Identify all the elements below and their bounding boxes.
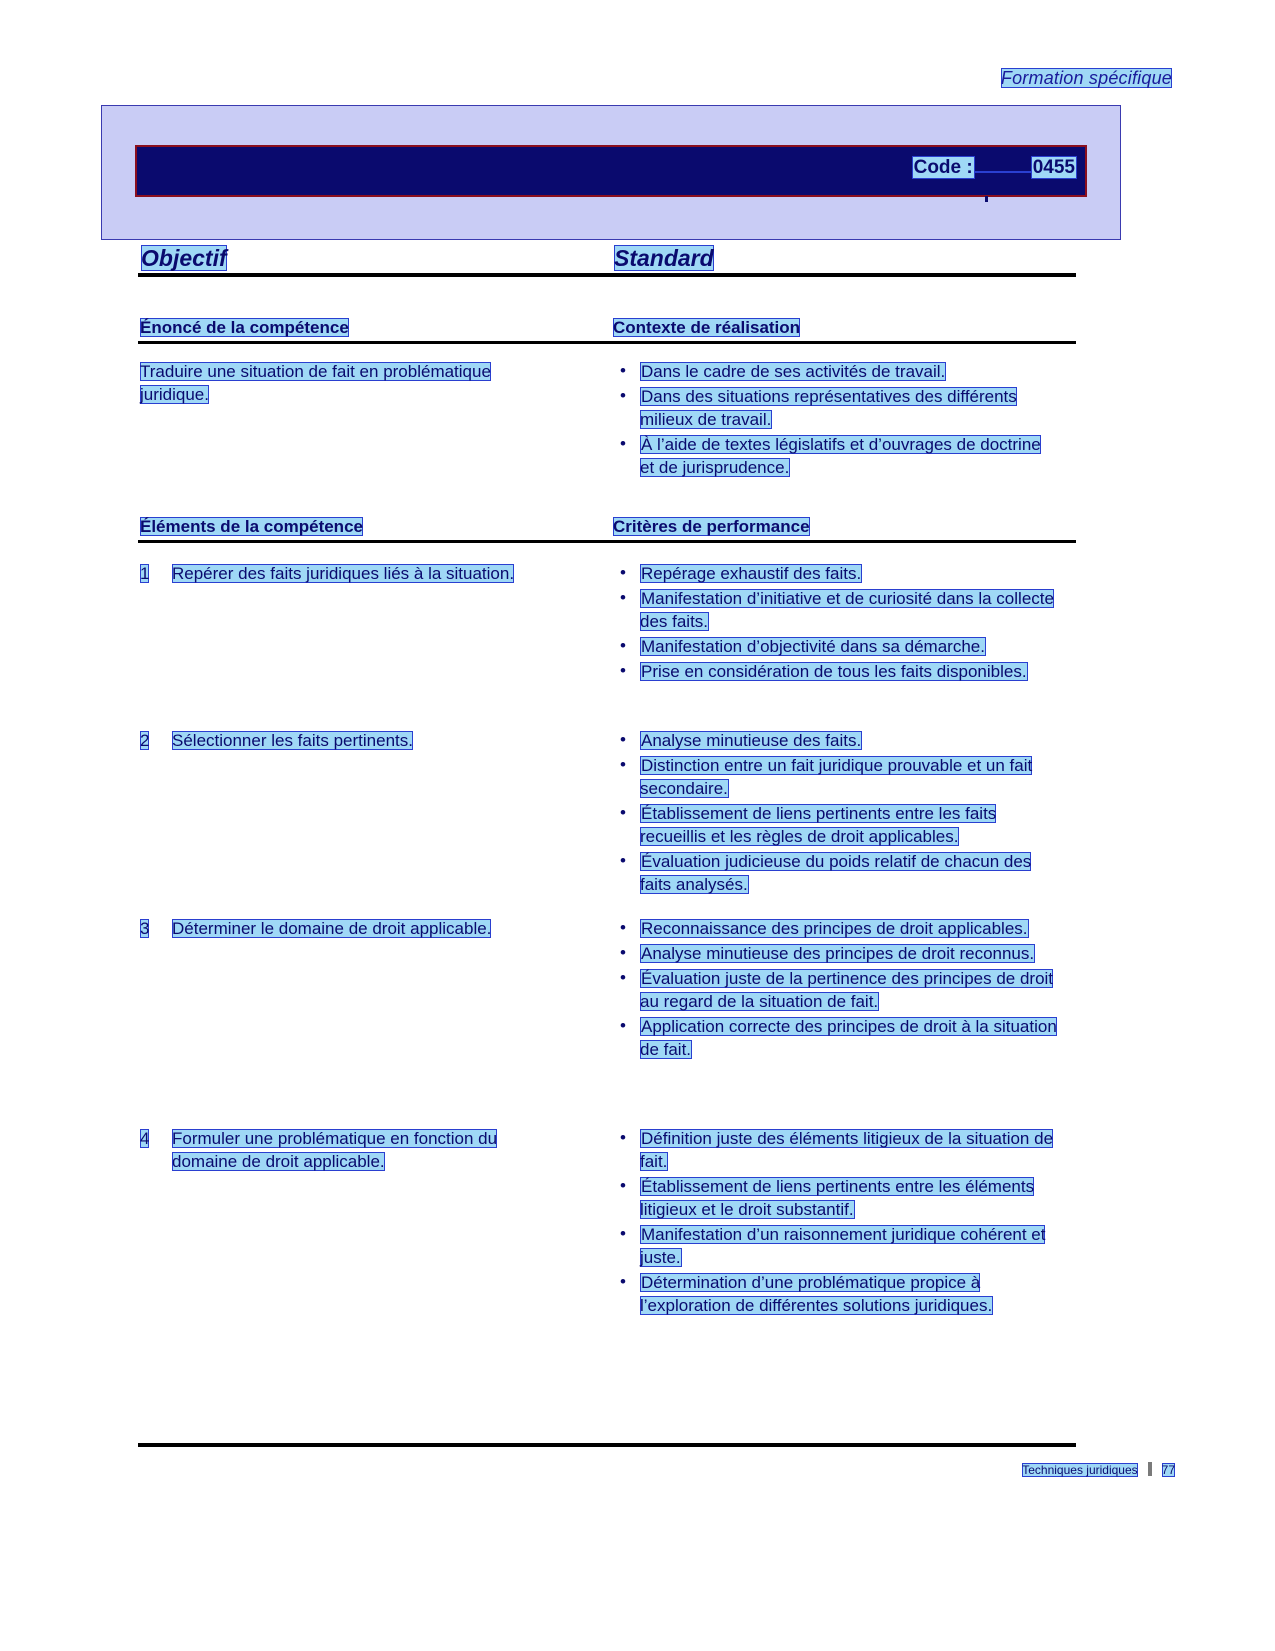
code-line bbox=[912, 157, 1077, 179]
list-item: • Dans le cadre de ses activités de travail. bbox=[616, 360, 1046, 383]
enonce-heading-text: Énoncé de la compétence bbox=[140, 318, 349, 337]
element-2-text: Sélectionner les faits pertinents. bbox=[172, 731, 413, 750]
code-gap bbox=[975, 171, 1031, 173]
list-item: • Repérage exhaustif des faits. bbox=[616, 562, 1056, 585]
element-4-text-line1: Formuler une problématique en fonction du bbox=[172, 1129, 498, 1148]
contexte-heading-text: Contexte de réalisation bbox=[613, 318, 801, 337]
criteres-heading-text: Critères de performance bbox=[613, 517, 810, 536]
list-item: • Établissement de liens pertinents entre les faits recueillis et les règles de droit applicables. bbox=[616, 802, 1066, 848]
criteres-list-4 bbox=[616, 1127, 1061, 1319]
objectif-heading bbox=[141, 245, 227, 272]
element-4 bbox=[140, 1127, 595, 1173]
rule-under-elements-heading bbox=[138, 540, 1076, 543]
code-label: Code : bbox=[913, 157, 973, 178]
code-box bbox=[101, 105, 1121, 240]
contexte-heading bbox=[613, 318, 800, 338]
list-item: • Évaluation judicieuse du poids relatif de chacun des faits analysés. bbox=[616, 850, 1066, 896]
rule-under-enonce-heading bbox=[138, 341, 1076, 344]
elements-heading-text: Éléments de la compétence bbox=[140, 517, 363, 536]
enonce-line2: juridique. bbox=[140, 385, 209, 404]
list-item: • Établissement de liens pertinents entre les éléments litigieux et le droit substantif. bbox=[616, 1175, 1061, 1221]
criteres-list-1 bbox=[616, 562, 1056, 685]
enonce-text bbox=[140, 360, 595, 406]
enonce-heading bbox=[140, 318, 349, 338]
criteres-list-3 bbox=[616, 917, 1061, 1063]
footer-program: Techniques juridiques bbox=[1022, 1463, 1138, 1477]
standard-heading-text: Standard bbox=[614, 245, 714, 271]
enonce-line1: Traduire une situation de fait en problématique bbox=[140, 362, 491, 381]
element-4-text-line2: domaine de droit applicable. bbox=[172, 1152, 385, 1171]
list-item: • Analyse minutieuse des faits. bbox=[616, 729, 1066, 752]
element-3-text: Déterminer le domaine de droit applicable. bbox=[172, 919, 492, 938]
list-item: • Définition juste des éléments litigieux de la situation de fait. bbox=[616, 1127, 1061, 1173]
code-value: 0455 bbox=[1032, 157, 1075, 178]
list-item: • Reconnaissance des principes de droit applicables. bbox=[616, 917, 1061, 940]
element-1-text: Repérer des faits juridiques liés à la situation. bbox=[172, 564, 515, 583]
rule-under-headings bbox=[138, 273, 1076, 277]
formation-label bbox=[1001, 68, 1172, 89]
criteres-heading bbox=[613, 517, 810, 537]
contexte-list bbox=[616, 360, 1046, 481]
list-item: • Prise en considération de tous les faits disponibles. bbox=[616, 660, 1056, 683]
list-item: • Manifestation d’un raisonnement juridique cohérent et juste. bbox=[616, 1223, 1061, 1269]
artifact-dot bbox=[985, 196, 988, 202]
element-2 bbox=[140, 729, 595, 752]
standard-heading bbox=[614, 245, 714, 272]
element-3-number: 3 bbox=[140, 919, 150, 938]
list-item: • Manifestation d’initiative et de curiosité dans la collecte des faits. bbox=[616, 587, 1056, 633]
element-4-number: 4 bbox=[140, 1129, 150, 1148]
element-1 bbox=[140, 562, 595, 585]
list-item: • Dans des situations représentatives des différents milieux de travail. bbox=[616, 385, 1046, 431]
footer-separator bbox=[1148, 1462, 1152, 1476]
list-item: • Analyse minutieuse des principes de droit reconnus. bbox=[616, 942, 1061, 965]
code-bar bbox=[135, 145, 1087, 197]
list-item: • Distinction entre un fait juridique prouvable et un fait secondaire. bbox=[616, 754, 1066, 800]
criteres-list-2 bbox=[616, 729, 1066, 898]
elements-heading bbox=[140, 517, 363, 537]
footer-rule bbox=[138, 1443, 1076, 1447]
footer-page-number: 77 bbox=[1161, 1463, 1175, 1477]
formation-label-text: Formation spécifique bbox=[1000, 68, 1172, 88]
element-3 bbox=[140, 917, 595, 940]
objectif-heading-text: Objectif bbox=[141, 245, 227, 271]
list-item: • Application correcte des principes de droit à la situation de fait. bbox=[616, 1015, 1061, 1061]
list-item: • À l’aide de textes législatifs et d’ouvrages de doctrine et de jurisprudence. bbox=[616, 433, 1046, 479]
element-1-number: 1 bbox=[140, 564, 150, 583]
list-item: • Évaluation juste de la pertinence des principes de droit au regard de la situation de fait. bbox=[616, 967, 1061, 1013]
list-item: • Manifestation d’objectivité dans sa démarche. bbox=[616, 635, 1056, 658]
list-item: • Détermination d’une problématique propice à l’exploration de différentes solutions juridiques. bbox=[616, 1271, 1061, 1317]
footer bbox=[1022, 1462, 1175, 1477]
element-2-number: 2 bbox=[140, 731, 150, 750]
